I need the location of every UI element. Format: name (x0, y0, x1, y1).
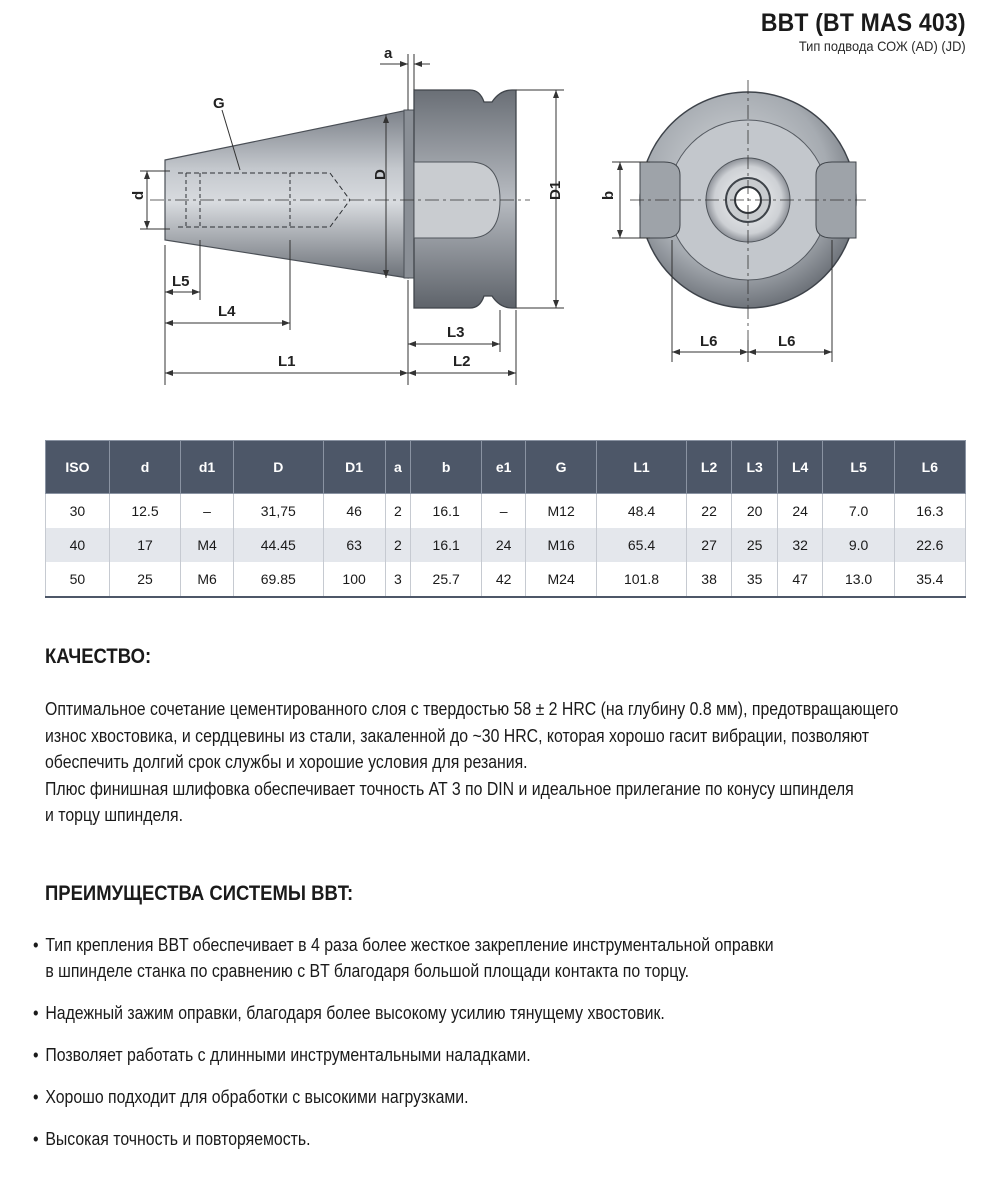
list-item (33, 1126, 913, 1152)
column-header: a (385, 441, 410, 494)
table-cell: 25 (732, 528, 778, 562)
column-header: G (526, 441, 597, 494)
table-cell: 16.1 (411, 494, 482, 529)
dim-label-d: d (130, 190, 147, 200)
table-cell: 38 (686, 562, 732, 597)
spec-table (45, 440, 966, 598)
dim-label-D: D (372, 169, 389, 180)
technical-drawing (0, 40, 1000, 390)
dim-label-a: a (384, 45, 393, 62)
dim-label-L6-left: L6 (700, 333, 718, 350)
column-header: e1 (482, 441, 526, 494)
advantages-list (33, 932, 913, 1168)
list-item (33, 932, 913, 984)
table-cell: 30 (46, 494, 110, 529)
table-cell: 22.6 (894, 528, 965, 562)
list-item-text: в шпинделе станка по сравнению с BT благодаря большой площади контакта по торцу. (45, 961, 690, 981)
table-cell: 25 (109, 562, 180, 597)
table-cell: 12.5 (109, 494, 180, 529)
table-cell: 25.7 (411, 562, 482, 597)
column-header: L3 (732, 441, 778, 494)
table-cell: 24 (482, 528, 526, 562)
list-item-text: Надежный зажим оправки, благодаря более высокому усилию тянущему хвостовик. (45, 1003, 665, 1023)
table-cell: M16 (526, 528, 597, 562)
dim-label-L5: L5 (172, 273, 190, 290)
bullet-icon: • (33, 1003, 39, 1023)
column-header: D1 (323, 441, 385, 494)
table-cell: 22 (686, 494, 732, 529)
table-row (46, 562, 966, 597)
table-cell: 2 (385, 528, 410, 562)
list-item (33, 1084, 913, 1110)
front-view (600, 80, 866, 362)
list-item-text: Позволяет работать с длинными инструментальными наладками. (45, 1045, 531, 1065)
dim-label-L6-right: L6 (778, 333, 796, 350)
column-header: d (109, 441, 180, 494)
table-cell: 3 (385, 562, 410, 597)
bullet-icon: • (33, 1129, 39, 1149)
bullet-icon: • (33, 935, 39, 955)
table-row (46, 494, 966, 529)
list-item (33, 1000, 913, 1026)
table-cell: 2 (385, 494, 410, 529)
bullet-icon: • (33, 1087, 39, 1107)
dim-label-L4: L4 (218, 303, 236, 320)
column-header: L6 (894, 441, 965, 494)
quality-line: Оптимальное сочетание цементированного слоя с твердостью 58 ± 2 HRC (на глубину 0.8 мм), предотвращающего (45, 699, 899, 719)
table-cell: 50 (46, 562, 110, 597)
column-header: ISO (46, 441, 110, 494)
column-header: d1 (181, 441, 234, 494)
advantages-heading: ПРЕИМУЩЕСТВА СИСТЕМЫ BBT: (45, 882, 354, 905)
table-cell: – (482, 494, 526, 529)
table-cell: 20 (732, 494, 778, 529)
page-subtitle: Тип подвода СОЖ (AD) (JD) (799, 38, 966, 54)
table-cell: M12 (526, 494, 597, 529)
table-cell: – (181, 494, 234, 529)
table-cell: M4 (181, 528, 234, 562)
quality-line: износ хвостовика, и сердцевины из стали, закаленной до ~30 HRC, которая хорошо гасит вибрации, позволяют (45, 725, 870, 746)
table-cell: 46 (323, 494, 385, 529)
table-cell: 31,75 (233, 494, 323, 529)
dim-label-G: G (213, 95, 225, 112)
list-item-text: Высокая точность и повторяемость. (45, 1129, 311, 1149)
list-item-text: Хорошо подходит для обработки с высокими нагрузками. (45, 1087, 469, 1107)
table-row (46, 528, 966, 562)
dim-label-D1: D1 (547, 180, 564, 200)
table-cell: 101.8 (597, 562, 687, 597)
table-cell: 27 (686, 528, 732, 562)
column-header: D (233, 441, 323, 494)
table-cell: 35 (732, 562, 778, 597)
bullet-icon: • (33, 1045, 39, 1065)
list-item (33, 1042, 913, 1068)
table-cell: 48.4 (597, 494, 687, 529)
quality-paragraph (45, 696, 934, 829)
table-cell: 32 (777, 528, 823, 562)
table-cell: 17 (109, 528, 180, 562)
taper-shank (165, 110, 408, 278)
table-cell: 65.4 (597, 528, 687, 562)
quality-line: и торцу шпинделя. (45, 805, 183, 825)
table-cell: 69.85 (233, 562, 323, 597)
column-header: b (411, 441, 482, 494)
table-cell: 40 (46, 528, 110, 562)
table-cell: M6 (181, 562, 234, 597)
quality-line: обеспечить долгий срок службы и хорошие условия для резания. (45, 752, 528, 772)
dim-label-L3: L3 (447, 324, 465, 341)
table-cell: 35.4 (894, 562, 965, 597)
column-header: L1 (597, 441, 687, 494)
table-cell: 24 (777, 494, 823, 529)
column-header: L4 (777, 441, 823, 494)
dim-label-L1: L1 (278, 353, 296, 370)
quality-heading: КАЧЕСТВО: (45, 645, 152, 668)
column-header: L5 (823, 441, 894, 494)
table-cell: 63 (323, 528, 385, 562)
dim-label-b: b (600, 190, 617, 200)
quality-line: Плюс финишная шлифовка обеспечивает точность AT 3 по DIN и идеальное прилегание по конусу шпинделя (45, 778, 854, 799)
list-item-text: Тип крепления BBT обеспечивает в 4 раза более жесткое закрепление инструментальной оправки (45, 935, 774, 955)
page-title: BBT (BT MAS 403) (761, 9, 966, 37)
spec-table-header-row (46, 441, 966, 494)
side-view (130, 45, 564, 385)
column-header: L2 (686, 441, 732, 494)
table-cell: 16.1 (411, 528, 482, 562)
table-cell: 16.3 (894, 494, 965, 529)
table-cell: 9.0 (823, 528, 894, 562)
table-cell: 7.0 (823, 494, 894, 529)
table-cell: 47 (777, 562, 823, 597)
dim-label-L2: L2 (453, 353, 471, 370)
table-cell: 42 (482, 562, 526, 597)
table-cell: 100 (323, 562, 385, 597)
table-cell: 13.0 (823, 562, 894, 597)
table-cell: M24 (526, 562, 597, 597)
table-cell: 44.45 (233, 528, 323, 562)
